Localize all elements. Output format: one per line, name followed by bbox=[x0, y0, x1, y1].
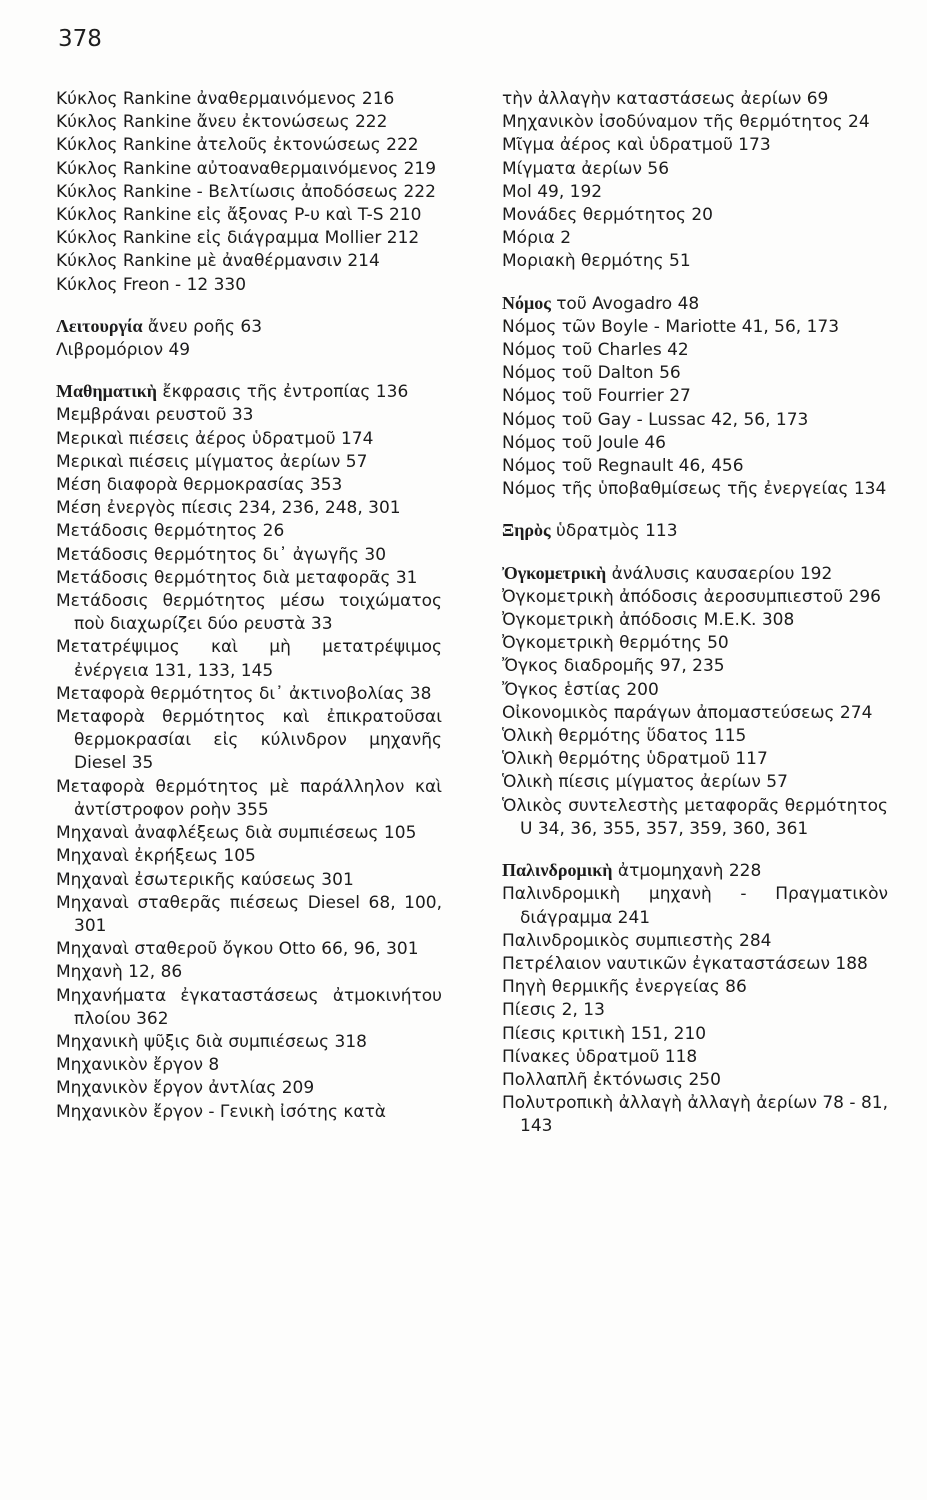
index-entry-text: Ὁλικὴ πίεσις μίγματος ἀερίων 57 bbox=[502, 772, 788, 793]
index-entry-text: ἀτμομηχανὴ 228 bbox=[612, 861, 762, 882]
index-entry bbox=[502, 362, 888, 385]
index-entry-text: Νόμος τοῦ Gay - Lussac 42, 56, 173 bbox=[502, 409, 809, 430]
index-entry-text: Πολυτροπικὴ ἀλλαγὴ ἀλλαγὴ ἀερίων 78 - 81, 143 bbox=[502, 1093, 888, 1137]
index-entry-text: Μηχαναὶ σταθεροῦ ὄγκου Otto 66, 96, 301 bbox=[56, 939, 419, 960]
index-entry bbox=[502, 88, 888, 111]
index-entry bbox=[502, 339, 888, 362]
index-entry bbox=[56, 380, 442, 404]
index-entry-text: Μέση διαφορὰ θερμοκρασίας 353 bbox=[56, 475, 343, 496]
index-entry bbox=[502, 795, 888, 841]
index-entry-text: Κύκλος Rankine αὐτοαναθερμαινόμενος 219 bbox=[56, 158, 437, 179]
index-entry-text: Μεμβράναι ρευστοῦ 33 bbox=[56, 405, 254, 426]
index-entry-text: Μηχανὴ 12, 86 bbox=[56, 962, 183, 983]
index-entry-text: Μετατρέψιμος καὶ μὴ μετατρέψιμος ἐνέργεια 131, 133, 145 bbox=[56, 637, 442, 681]
index-entry-text: Νόμος τῶν Boyle - Mariotte 41, 56, 173 bbox=[502, 316, 840, 337]
index-entry-text: Μηχαναὶ σταθερᾶς πιέσεως Diesel 68, 100, 301 bbox=[56, 892, 442, 936]
index-entry bbox=[56, 869, 442, 892]
index-entry bbox=[56, 88, 442, 111]
index-entry bbox=[502, 134, 888, 157]
index-entry bbox=[502, 748, 888, 771]
index-entry bbox=[56, 204, 442, 227]
index-entry bbox=[502, 702, 888, 725]
index-entry bbox=[56, 474, 442, 497]
index-entry-text: Μηχανικὸν ἔργον - Γενικὴ ἰσότης κατὰ bbox=[56, 1101, 387, 1122]
index-entry-text: Ὁλικὴ θερμότης ὑδρατμοῦ 117 bbox=[502, 749, 768, 770]
index-entry bbox=[502, 655, 888, 678]
index-entry-text: Mol 49, 192 bbox=[502, 181, 603, 202]
index-entry bbox=[56, 1054, 442, 1077]
index-entry-text: Μετάδοσις θερμότητος 26 bbox=[56, 521, 285, 542]
index-entry-text: Πίεσις 2, 13 bbox=[502, 1000, 605, 1021]
index-entry bbox=[56, 590, 442, 636]
index-entry bbox=[502, 409, 888, 432]
index-entry-text: ἄνευ ροῆς 63 bbox=[142, 316, 263, 337]
index-entry-text: τὴν ἀλλαγὴν καταστάσεως ἀερίων 69 bbox=[502, 89, 829, 109]
index-entry-text: Νόμος τοῦ Charles 42 bbox=[502, 340, 689, 361]
page-number: 378 bbox=[58, 26, 102, 52]
index-entry bbox=[502, 227, 888, 250]
index-entry-text: Μεταφορὰ θερμότητος καὶ ἐπικρατοῦσαι θερμοκρασίαι εἰς κύλινδρον μηχανῆς Diesel 35 bbox=[56, 707, 442, 774]
index-section-head: Ὀγκομετρικὴ bbox=[502, 562, 607, 583]
index-entry-text: Πολλαπλῆ ἐκτόνωσις 250 bbox=[502, 1069, 721, 1090]
index-entry-text: Νόμος τῆς ὑποβαθμίσεως τῆς ἐνεργείας 134 bbox=[502, 479, 887, 500]
index-entry bbox=[56, 520, 442, 543]
index-entry bbox=[502, 562, 888, 586]
index-entry-text: Οἰκονομικὸς παράγων ἀπομαστεύσεως 274 bbox=[502, 702, 873, 723]
index-entry-text: Κύκλος Freon - 12 330 bbox=[56, 274, 247, 295]
index-section-head: Μαθηματικὴ bbox=[56, 381, 157, 402]
index-entry bbox=[56, 158, 442, 181]
index-entry bbox=[502, 455, 888, 478]
index-entry bbox=[56, 134, 442, 157]
index-entry-text: ἔκφρασις τῆς ἐντροπίας 136 bbox=[157, 382, 409, 403]
index-entry bbox=[56, 451, 442, 474]
index-entry-text: Πετρέλαιον ναυτικῶν ἐγκαταστάσεων 188 bbox=[502, 953, 868, 974]
index-entry bbox=[502, 930, 888, 953]
index-entry bbox=[56, 250, 442, 273]
index-entry bbox=[502, 204, 888, 227]
index-entry bbox=[502, 999, 888, 1022]
index-entry-text: Νόμος τοῦ Dalton 56 bbox=[502, 363, 681, 384]
index-entry-text: Κύκλος Rankine εἰς ἄξονας P-υ καὶ T-S 210 bbox=[56, 205, 422, 226]
index-entry-text: Μερικαὶ πιέσεις ἀέρος ὑδρατμοῦ 174 bbox=[56, 428, 374, 449]
index-entry-text: Μηχαναὶ ἐσωτερικῆς καύσεως 301 bbox=[56, 869, 354, 890]
index-entry bbox=[56, 683, 442, 706]
index-entry bbox=[502, 953, 888, 976]
index-entry bbox=[502, 316, 888, 339]
index-entry-text: Μέση ἐνεργὸς πίεσις 234, 236, 248, 301 bbox=[56, 498, 401, 519]
index-entry bbox=[56, 706, 442, 776]
index-entry bbox=[56, 1031, 442, 1054]
index-entry-text: ὑδρατμὸς 113 bbox=[550, 521, 678, 542]
index-entry bbox=[56, 339, 442, 362]
index-entry-text: Μηχαναὶ ἀναφλέξεως διὰ συμπιέσεως 105 bbox=[56, 823, 417, 844]
index-entry-text: Κύκλος Rankine ἄνευ ἐκτονώσεως 222 bbox=[56, 112, 388, 133]
index-entry-text: Νόμος τοῦ Joule 46 bbox=[502, 432, 666, 453]
index-entry-text: Μετάδοσις θερμότητος δι᾽ ἀγωγῆς 30 bbox=[56, 544, 387, 565]
index-entry-text: Πίεσις κριτικὴ 151, 210 bbox=[502, 1023, 707, 1044]
index-entry bbox=[502, 725, 888, 748]
index-entry bbox=[56, 845, 442, 868]
index-entry-text: Παλινδρομικὴ μηχανὴ - Πραγματικὸν διάγραμμα 241 bbox=[502, 884, 888, 928]
index-entry-text: Ὁλικὴ θερμότης ὕδατος 115 bbox=[502, 726, 747, 747]
index-entry bbox=[502, 519, 888, 543]
index-entry bbox=[56, 227, 442, 250]
index-entry-text: τοῦ Avogadro 48 bbox=[550, 293, 700, 314]
index-entry bbox=[502, 432, 888, 455]
index-entry bbox=[56, 1077, 442, 1100]
index-entry bbox=[502, 158, 888, 181]
index-entry bbox=[56, 892, 442, 938]
index-entry-text: Κύκλος Rankine εἰς διάγραμμα Mollier 212 bbox=[56, 228, 420, 249]
index-entry bbox=[56, 111, 442, 134]
index-entry-text: Μερικαὶ πιέσεις μίγματος ἀερίων 57 bbox=[56, 451, 368, 472]
index-entry bbox=[502, 1046, 888, 1069]
index-entry-text: Μεταφορὰ θερμότητος δι᾽ ἀκτινοβολίας 38 bbox=[56, 683, 432, 704]
index-entry bbox=[502, 859, 888, 883]
index-section-head: Λειτουργία bbox=[56, 315, 143, 336]
index-entry bbox=[56, 822, 442, 845]
index-entry-text: Μηχανικὸν ἔργον ἀντλίας 209 bbox=[56, 1078, 315, 1099]
index-entry bbox=[56, 181, 442, 204]
index-entry bbox=[502, 976, 888, 999]
index-entry bbox=[502, 771, 888, 794]
index-entry-text: Κύκλος Rankine ἀτελοῦς ἐκτονώσεως 222 bbox=[56, 135, 419, 156]
index-entry bbox=[56, 428, 442, 451]
index-entry-text: Πηγὴ θερμικῆς ἐνεργείας 86 bbox=[502, 977, 747, 998]
index-entry-text: Ὄγκος διαδρομῆς 97, 235 bbox=[502, 656, 725, 677]
index-entry-text: Μίγματα ἀερίων 56 bbox=[502, 158, 670, 179]
index-entry bbox=[56, 776, 442, 822]
index-column-right bbox=[502, 88, 888, 1139]
index-entry bbox=[502, 181, 888, 204]
index-entry-text: Μηχανικὸν ἔργον 8 bbox=[56, 1055, 220, 1076]
index-entry-text: Ὀγκομετρικὴ ἀπόδοσις ἀεροσυμπιεστοῦ 296 bbox=[502, 586, 881, 607]
index-entry bbox=[502, 1023, 888, 1046]
index-entry-text: Ὀγκομετρικὴ ἀπόδοσις Μ.Ε.Κ. 308 bbox=[502, 610, 795, 631]
index-entry bbox=[502, 632, 888, 655]
index-entry bbox=[502, 609, 888, 632]
index-entry bbox=[56, 544, 442, 567]
index-entry bbox=[56, 938, 442, 961]
index-entry bbox=[56, 315, 442, 339]
index-entry-text: Νόμος τοῦ Regnault 46, 456 bbox=[502, 456, 744, 477]
index-entry-text: Μετάδοσις θερμότητος μέσω τοιχώματος ποὺ διαχωρίζει δύο ρευστὰ 33 bbox=[56, 591, 442, 635]
index-entry-text: Μῖγμα ἀέρος καὶ ὑδρατμοῦ 173 bbox=[502, 135, 771, 156]
index-entry-text: Μηχαναὶ ἐκρήξεως 105 bbox=[56, 846, 256, 867]
index-entry bbox=[56, 567, 442, 590]
index-entry bbox=[56, 274, 442, 297]
index-entry bbox=[502, 586, 888, 609]
index-entry-text: Κύκλος Rankine μὲ ἀναθέρμανσιν 214 bbox=[56, 251, 380, 272]
index-entry bbox=[502, 111, 888, 134]
index-entry bbox=[502, 292, 888, 316]
index-entry bbox=[56, 497, 442, 520]
index-section-head: Ξηρὸς bbox=[502, 520, 551, 541]
index-section-head: Παλινδρομικὴ bbox=[502, 860, 613, 881]
index-entry bbox=[502, 478, 888, 501]
index-entry bbox=[56, 985, 442, 1031]
index-entry bbox=[502, 1092, 888, 1138]
index-entry bbox=[502, 1069, 888, 1092]
index-entry-text: Λιβρομόριον 49 bbox=[56, 340, 191, 361]
index-entry-text: Μηχανικὴ ψῦξις διὰ συμπιέσεως 318 bbox=[56, 1031, 367, 1052]
index-entry-text: Ὁλικὸς συντελεστὴς μεταφορᾶς θερμότητος U 34, 36, 355, 357, 359, 360, 361 bbox=[502, 795, 888, 839]
index-entry-text: Μηχανικὸν ἰσοδύναμον τῆς θερμότητος 24 bbox=[502, 112, 870, 133]
index-entry-text: Πίνακες ὑδρατμοῦ 118 bbox=[502, 1046, 698, 1067]
index-entry bbox=[56, 1101, 442, 1124]
index-entry bbox=[56, 961, 442, 984]
index-entry bbox=[56, 404, 442, 427]
index-section-head: Νόμος bbox=[502, 292, 551, 313]
index-entry-text: Κύκλος Rankine - Βελτίωσις ἀποδόσεως 222 bbox=[56, 181, 436, 202]
index-entry-text: Νόμος τοῦ Fourrier 27 bbox=[502, 386, 691, 407]
index-entry-text: Μετάδοσις θερμότητος διὰ μεταφορᾶς 31 bbox=[56, 567, 418, 588]
index-entry-text: ἀνάλυσις καυσαερίου 192 bbox=[606, 563, 833, 584]
index-entry-text: Ὄγκος ἑστίας 200 bbox=[502, 679, 659, 700]
index-entry-text: Μεταφορὰ θερμότητος μὲ παράλληλον καὶ ἀντίστροφον ροὴν 355 bbox=[56, 776, 442, 820]
index-entry-text: Κύκλος Rankine ἀναθερμαινόμενος 216 bbox=[56, 89, 395, 109]
index-entry-text: Μονάδες θερμότητος 20 bbox=[502, 205, 713, 226]
index-entry-text: Ὀγκομετρικὴ θερμότης 50 bbox=[502, 633, 729, 654]
index-entry bbox=[502, 385, 888, 408]
index-entry-text: Παλινδρομικὸς συμπιεστὴς 284 bbox=[502, 930, 772, 951]
index-column-left bbox=[56, 88, 442, 1124]
index-entry bbox=[502, 883, 888, 929]
index-entry bbox=[502, 250, 888, 273]
index-entry-text: Μηχανήματα ἐγκαταστάσεως ἀτμοκινήτου πλοίου 362 bbox=[56, 985, 442, 1029]
index-entry-text: Μόρια 2 bbox=[502, 228, 572, 249]
index-entry bbox=[502, 679, 888, 702]
index-entry bbox=[56, 636, 442, 682]
index-entry-text: Μοριακὴ θερμότης 51 bbox=[502, 251, 691, 272]
